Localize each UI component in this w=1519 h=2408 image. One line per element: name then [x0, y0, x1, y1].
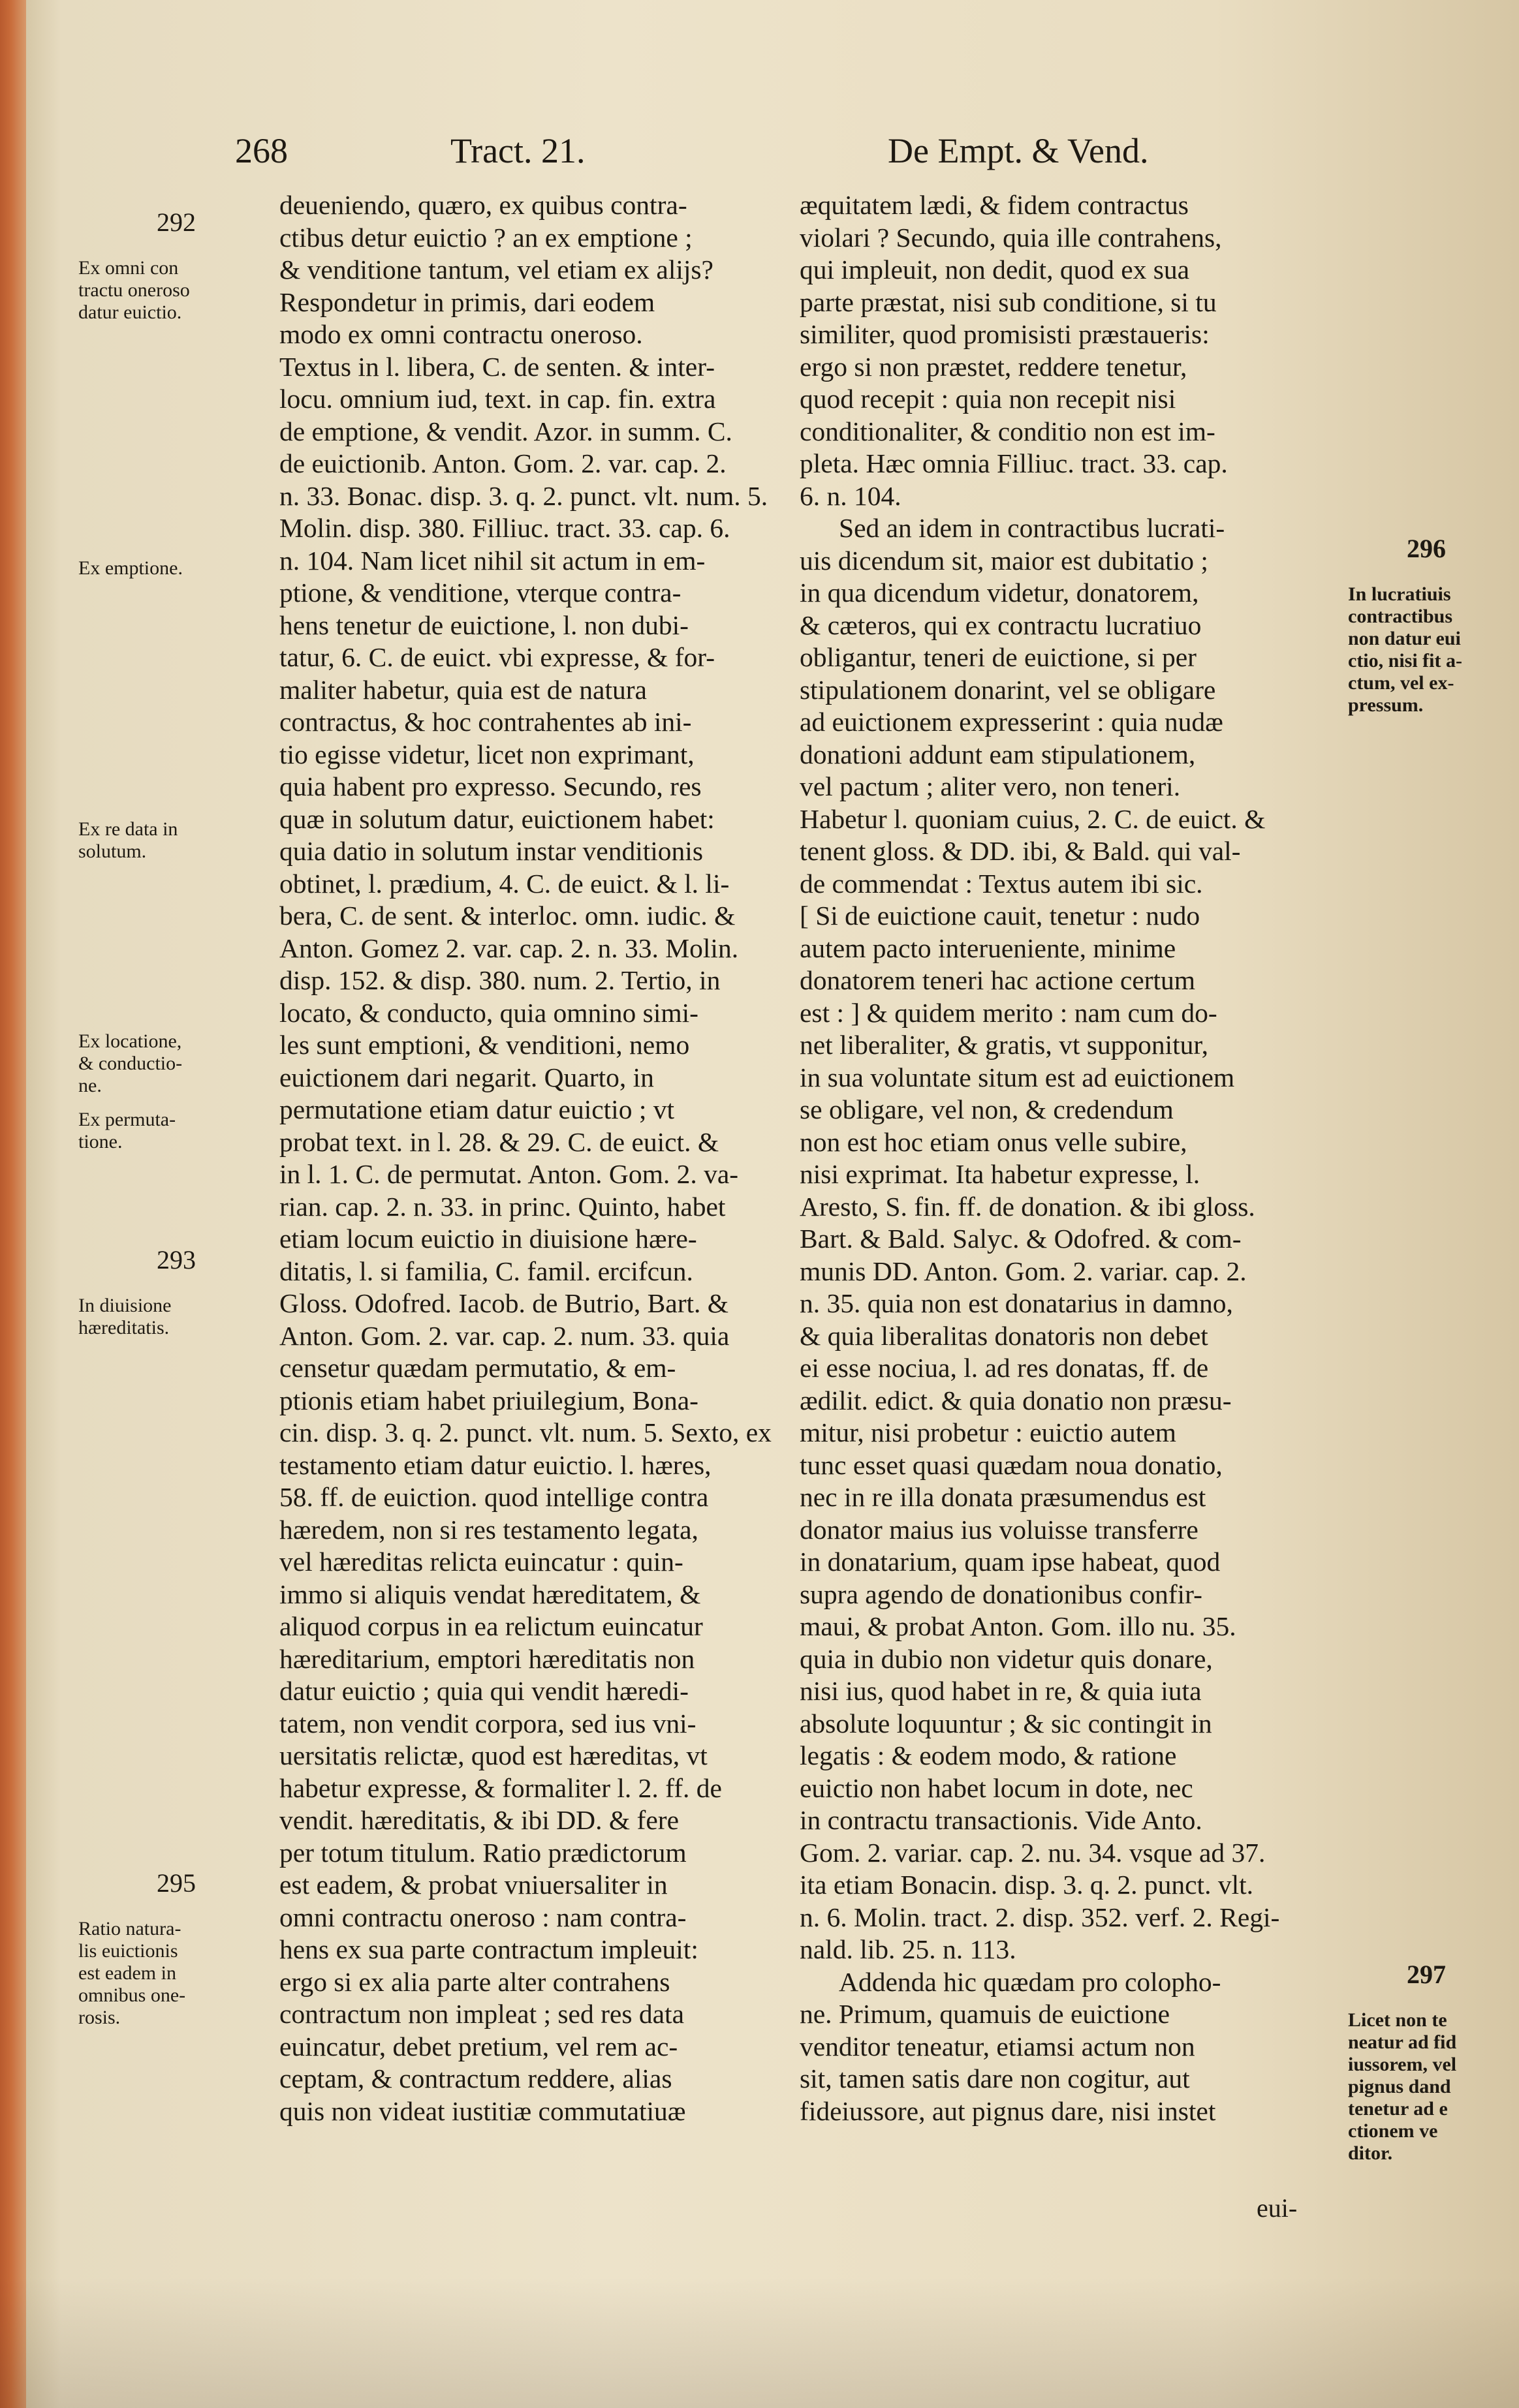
text-line: Sed an idem in contractibus lucrati-	[839, 513, 1225, 543]
text-line: in sua voluntate situm est ad euictionem	[800, 1062, 1235, 1092]
text-line: euincatur, debet pretium, vel rem ac-	[279, 2031, 678, 2061]
text-line: in qua dicendum videtur, donatorem,	[800, 578, 1199, 608]
text-line: hæredem, non si res testamento legata,	[279, 1514, 698, 1545]
text-line: ei esse nociua, l. ad res donatas, ff. de	[800, 1353, 1209, 1383]
text-line: donationi addunt eam stipulationem,	[800, 739, 1196, 769]
text-line: ditatis, l. si familia, C. famil. ercifcun.	[279, 1256, 693, 1286]
text-line: est eadem, & probat vniuersaliter in	[279, 1870, 668, 1900]
text-line: de commendat : Textus autem ibi sic.	[800, 868, 1203, 899]
text-line: censetur quædam permutatio, & em-	[279, 1353, 676, 1383]
text-line: Gloss. Odofred. Iacob. de Butrio, Bart. &	[279, 1288, 729, 1318]
text-line: Bart. & Bald. Salyc. & Odofred. & com-	[800, 1224, 1242, 1254]
text-line: net liberaliter, & gratis, vt supponitur,	[800, 1030, 1208, 1060]
text-line: munis DD. Anton. Gom. 2. variar. cap. 2.	[800, 1256, 1247, 1286]
text-line: rian. cap. 2. n. 33. in princ. Quinto, habet	[279, 1191, 726, 1222]
page-edge	[0, 0, 26, 2408]
text-line: Habetur l. quoniam cuius, 2. C. de euict. &	[800, 803, 1266, 834]
text-line: nald. lib. 25. n. 113.	[800, 1934, 1016, 1964]
margin-note-number: 292	[157, 208, 196, 237]
text-line: tunc esset quasi quædam noua donatio,	[800, 1449, 1223, 1480]
text-line: quia datio in solutum instar venditionis	[279, 836, 703, 866]
text-line: n. 6. Molin. tract. 2. disp. 352. verf. 2. Regi-	[800, 1902, 1280, 1932]
text-line: similiter, quod promisisti præstaueris:	[800, 319, 1210, 349]
text-line: per totum titulum. Ratio prædictorum	[279, 1837, 687, 1868]
right-text-column	[800, 189, 1322, 2127]
text-line: nec in re illa donata præsumendus est	[800, 1482, 1206, 1512]
text-line: hens tenetur de euictione, l. non dubi-	[279, 610, 689, 640]
text-line: contractum non impleat ; sed res data	[279, 1999, 684, 2029]
text-line: quod recepit : quia non recepit nisi	[800, 384, 1176, 414]
text-line: etiam locum euictio in diuisione hære-	[279, 1224, 697, 1254]
text-line: datur euictio ; quia qui vendit hæredi-	[279, 1676, 689, 1706]
text-line: sit, tamen satis dare non cogitur, aut	[800, 2063, 1190, 2093]
text-line: locato, & conducto, quia omnino simi-	[279, 997, 698, 1028]
text-line: est : ] & quidem merito : nam cum do-	[800, 997, 1217, 1028]
page-number: 268	[235, 131, 288, 170]
text-line: & quia liberalitas donatoris non debet	[800, 1320, 1208, 1351]
text-line: pleta. Hæc omnia Filliuc. tract. 33. cap.	[800, 448, 1228, 478]
text-line: testamento etiam datur euictio. l. hæres,	[279, 1449, 712, 1480]
text-line: & cæteros, qui ex contractu lucratiuo	[800, 610, 1202, 640]
text-line: ita etiam Bonacin. disp. 3. q. 2. punct. vlt.	[800, 1870, 1254, 1900]
margin-note-text: In diuisione hæreditatis.	[78, 1295, 172, 1338]
text-line: hæreditarium, emptori hæreditatis non	[279, 1643, 695, 1674]
text-line: Aresto, S. fin. ff. de donation. & ibi gloss.	[800, 1191, 1255, 1222]
text-line: ergo si ex alia parte alter contrahens	[279, 1966, 670, 1997]
text-line: nisi exprimat. Ita habetur expresse, l.	[800, 1159, 1200, 1189]
tract-title: Tract. 21.	[450, 131, 586, 170]
text-line: & venditione tantum, vel etiam ex alijs?	[279, 255, 713, 285]
text-line: tatem, non vendit corpora, sed ius vni-	[279, 1708, 697, 1738]
text-line: probat text. in l. 28. & 29. C. de euict. &	[279, 1126, 719, 1157]
text-line: 6. n. 104.	[800, 480, 901, 511]
text-line: n. 104. Nam licet nihil sit actum in em-	[279, 545, 706, 576]
text-line: locu. omnium iud, text. in cap. fin. extra	[279, 384, 716, 414]
text-line: tenent gloss. & DD. ibi, & Bald. qui val-	[800, 836, 1241, 866]
text-line: in contractu transactionis. Vide Anto.	[800, 1805, 1202, 1835]
page-shadow	[0, 2277, 1519, 2408]
text-line: de euictionib. Anton. Gom. 2. var. cap. 2.	[279, 448, 727, 478]
text-line: Gom. 2. variar. cap. 2. nu. 34. vsque ad 37.	[800, 1837, 1266, 1868]
text-line: qui impleuit, non dedit, quod ex sua	[800, 255, 1190, 285]
text-line: ptionis etiam habet priuilegium, Bona-	[279, 1385, 698, 1415]
text-line: maliter habetur, quia est de natura	[279, 674, 647, 705]
text-line: bera, C. de sent. & interloc. omn. iudic. &	[279, 901, 736, 931]
margin-note-295	[78, 1850, 274, 2029]
text-line: Anton. Gomez 2. var. cap. 2. n. 33. Molin.	[279, 933, 739, 963]
text-line: vel pactum ; aliter vero, non teneri.	[800, 771, 1181, 801]
margin-note-emptione	[78, 535, 274, 579]
text-line: quia habent pro expresso. Secundo, res	[279, 771, 702, 801]
text-line: conditionaliter, & conditio non est im-	[800, 416, 1215, 446]
margin-note-296	[1348, 516, 1505, 717]
text-line: donatorem teneri hac actione certum	[800, 965, 1196, 995]
text-line: ctibus detur euictio ? an ex emptione ;	[279, 222, 693, 253]
text-line: in donatarium, quam ipse habeat, quod	[800, 1547, 1221, 1577]
text-line: omni contractu oneroso : nam contra-	[279, 1902, 687, 1932]
margin-note-text: Ex locatione, & conductio- ne.	[78, 1030, 183, 1096]
text-line: habetur expresse, & formaliter l. 2. ff. de	[279, 1772, 722, 1803]
text-line: quia in dubio non videtur quis donare,	[800, 1643, 1213, 1674]
text-line: tio egisse videtur, licet non exprimant,	[279, 739, 695, 769]
text-line: Molin. disp. 380. Filliuc. tract. 33. cap. 6.	[279, 513, 730, 543]
text-line: obtinet, l. prædium, 4. C. de euict. & l. li-	[279, 868, 730, 899]
margin-note-292	[78, 189, 274, 324]
text-line: maui, & probat Anton. Gom. illo nu. 35.	[800, 1611, 1236, 1641]
text-line: n. 33. Bonac. disp. 3. q. 2. punct. vlt. num. 5.	[279, 480, 768, 511]
text-line: de emptione, & vendit. Azor. in summ. C.	[279, 416, 732, 446]
text-line: supra agendo de donationibus confir-	[800, 1579, 1202, 1609]
text-line: ne. Primum, quamuis de euictione	[800, 1999, 1170, 2029]
text-line: 58. ff. de euiction. quod intellige contra	[279, 1482, 709, 1512]
text-line: ergo si non præstet, reddere tenetur,	[800, 351, 1187, 382]
text-line: quis non videat iustitiæ commutatiuæ	[279, 2095, 686, 2126]
text-line: ad euictionem expresserint : quia nudæ	[800, 707, 1223, 737]
margin-note-text: Ratio natura- lis euictionis est eadem in omnibus one- rosis.	[78, 1918, 186, 2028]
margin-note-number: 293	[157, 1245, 196, 1274]
text-line: donator maius ius voluisse transferre	[800, 1514, 1198, 1545]
text-line: violari ? Secundo, quia ille contrahens,	[800, 222, 1222, 253]
text-line: [ Si de euictione cauit, tenetur : nudo	[800, 901, 1200, 931]
text-line: quæ in solutum datur, euictionem habet:	[279, 803, 715, 834]
text-line: non est hoc etiam onus velle subire,	[800, 1126, 1187, 1157]
running-header	[235, 131, 1247, 183]
margin-note-text: Ex re data in solutum.	[78, 818, 178, 862]
margin-note-text: In lucratiuis contractibus non datur eui ctio, nisi fit a- ctum, vel ex- pressum.	[1348, 583, 1462, 716]
text-line: euictio non habet locum in dote, nec	[800, 1772, 1193, 1803]
text-line: cin. disp. 3. q. 2. punct. vlt. num. 5. Sexto, ex	[279, 1417, 772, 1447]
margin-note-293	[78, 1227, 274, 1339]
text-line: hens ex sua parte contractum impleuit:	[279, 1934, 698, 1964]
text-line: uis dicendum sit, maior est dubitatio ;	[800, 545, 1208, 576]
text-line: æquitatem lædi, & fidem contractus	[800, 190, 1189, 220]
text-line: in l. 1. C. de permutat. Anton. Gom. 2. va-	[279, 1159, 739, 1189]
text-line: contractus, & hoc contrahentes ab ini-	[279, 707, 692, 737]
margin-note-text: Ex permuta- tione.	[78, 1109, 176, 1152]
text-line: modo ex omni contractu oneroso.	[279, 319, 643, 349]
text-line: permutatione etiam datur euictio ; vt	[279, 1094, 675, 1124]
text-line: se obligare, vel non, & credendum	[800, 1094, 1174, 1124]
text-line: ceptam, & contractum reddere, alias	[279, 2063, 672, 2093]
text-line: disp. 152. & disp. 380. num. 2. Tertio, in	[279, 965, 721, 995]
text-line: aliquod corpus in ea relictum euincatur	[279, 1611, 703, 1641]
text-line: vel hæreditas relicta euincatur : quin-	[279, 1547, 683, 1577]
text-line: nisi ius, quod habet in re, & quia iuta	[800, 1676, 1202, 1706]
text-line: euictionem dari negarit. Quarto, in	[279, 1062, 654, 1092]
margin-note-text: Ex emptione.	[78, 557, 183, 579]
text-line: ædilit. edict. & quia donatio non præsu-	[800, 1385, 1232, 1415]
text-line: fideiussore, aut pignus dare, nisi instet	[800, 2095, 1216, 2126]
text-line: autem pacto interueniente, minime	[800, 933, 1176, 963]
margin-note-297	[1348, 1941, 1505, 2165]
text-line: vendit. hæreditatis, & ibi DD. & fere	[279, 1805, 680, 1835]
margin-note-text: Ex omni con tractu oneroso datur euictio.	[78, 257, 190, 323]
text-line: Addenda hic quædam pro colopho-	[839, 1966, 1221, 1997]
margin-note-solutum	[78, 796, 274, 863]
text-line: n. 35. quia non est donatarius in damno,	[800, 1288, 1233, 1318]
text-line: absolute loquuntur ; & sic contingit in	[800, 1708, 1212, 1738]
text-line: Respondetur in primis, dari eodem	[279, 286, 655, 317]
text-line: les sunt emptioni, & venditioni, nemo	[279, 1030, 690, 1060]
text-line: Textus in l. libera, C. de senten. & inter-	[279, 351, 715, 382]
text-line: uersitatis relictæ, quod est hæreditas, vt	[279, 1740, 708, 1770]
margin-note-locatione	[78, 1008, 274, 1097]
margin-note-text: Licet non te neatur ad fid iussorem, vel pignus dand tenetur ad e ctionem ve ditor.	[1348, 2009, 1457, 2164]
margin-note-permutatione	[78, 1087, 274, 1153]
margin-note-number: 295	[157, 1868, 196, 1898]
section-title: De Empt. & Vend.	[888, 131, 1149, 170]
left-text-column	[279, 189, 828, 2127]
text-line: obligantur, teneri de euictione, si per	[800, 642, 1197, 672]
text-line: deueniendo, quæro, ex quibus contra-	[279, 190, 687, 220]
text-line: venditor teneatur, etiamsi actum non	[800, 2031, 1195, 2061]
text-line: legatis : & eodem modo, & ratione	[800, 1740, 1177, 1770]
text-line: ptione, & venditione, vterque contra-	[279, 578, 681, 608]
text-line: Anton. Gom. 2. var. cap. 2. num. 33. quia	[279, 1320, 730, 1351]
text-line: immo si aliquis vendat hæreditatem, &	[279, 1579, 701, 1609]
text-line: parte præstat, nisi sub conditione, si tu	[800, 286, 1217, 317]
margin-note-number: 296	[1407, 534, 1446, 563]
text-line: tatur, 6. C. de euict. vbi expresse, & for-	[279, 642, 715, 672]
catchword: eui-	[1257, 2193, 1298, 2223]
text-line: stipulationem donarint, vel se obligare	[800, 674, 1216, 705]
margin-note-number: 297	[1407, 1960, 1446, 1989]
text-line: mitur, nisi probetur : euictio autem	[800, 1417, 1176, 1447]
